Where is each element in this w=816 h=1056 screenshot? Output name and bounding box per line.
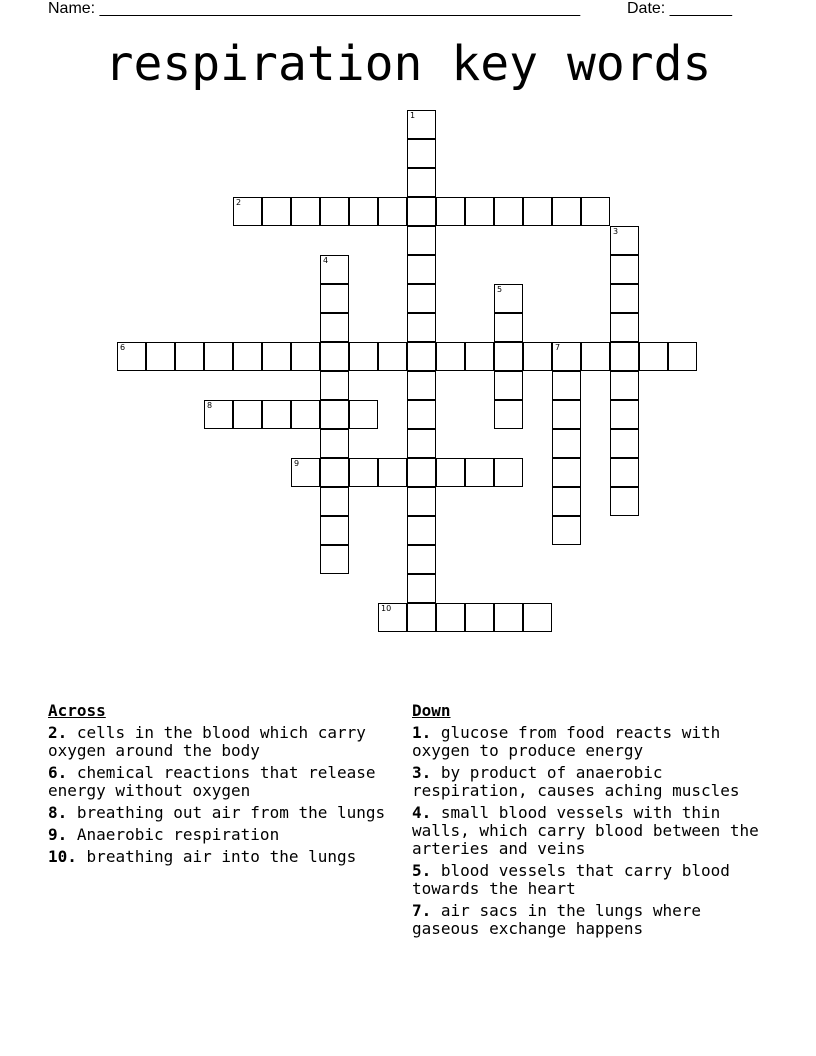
grid-cell[interactable] (407, 255, 436, 284)
grid-cell[interactable] (610, 255, 639, 284)
grid-cell[interactable] (552, 429, 581, 458)
clue-number: 3 (613, 227, 619, 236)
grid-cell[interactable] (610, 400, 639, 429)
grid-cell[interactable] (291, 400, 320, 429)
date-field-label: Date: _______ (627, 0, 732, 17)
grid-cell[interactable] (407, 168, 436, 197)
grid-cell[interactable] (233, 400, 262, 429)
grid-cell[interactable] (465, 458, 494, 487)
grid-cell[interactable] (320, 516, 349, 545)
grid-cell[interactable] (436, 197, 465, 226)
clue-down-1: 1. glucose from food reacts with oxygen to produce energy (412, 723, 721, 760)
grid-cell[interactable] (378, 342, 407, 371)
grid-cell[interactable] (610, 429, 639, 458)
grid-cell[interactable] (117, 342, 146, 371)
clue-down-7: 7. air sacs in the lungs where gaseous exchange happens (412, 901, 701, 938)
grid-cell[interactable] (407, 400, 436, 429)
grid-cell[interactable] (407, 139, 436, 168)
grid-cell[interactable] (320, 371, 349, 400)
grid-cell[interactable] (407, 545, 436, 574)
grid-cell[interactable] (407, 371, 436, 400)
grid-cell[interactable] (494, 342, 523, 371)
grid-cell[interactable] (610, 313, 639, 342)
grid-cell[interactable] (668, 342, 697, 371)
grid-cell[interactable] (552, 371, 581, 400)
grid-cell[interactable] (436, 342, 465, 371)
grid-cell[interactable] (204, 342, 233, 371)
grid-cell[interactable] (523, 197, 552, 226)
grid-cell[interactable] (465, 342, 494, 371)
clue-number: 2 (236, 198, 242, 207)
grid-cell[interactable] (349, 342, 378, 371)
down-clues (412, 702, 762, 942)
grid-cell[interactable] (262, 197, 291, 226)
grid-cell[interactable] (552, 487, 581, 516)
grid-cell[interactable] (523, 342, 552, 371)
grid-cell[interactable] (320, 342, 349, 371)
grid-cell[interactable] (204, 400, 233, 429)
clue-number: 9 (294, 459, 300, 468)
grid-cell[interactable] (407, 284, 436, 313)
grid-cell[interactable] (581, 342, 610, 371)
grid-cell[interactable] (407, 226, 436, 255)
grid-cell[interactable] (407, 110, 436, 139)
grid-cell[interactable] (407, 574, 436, 603)
grid-cell[interactable] (494, 603, 523, 632)
clue-across-10: 10. breathing air into the lungs (48, 847, 357, 866)
grid-cell[interactable] (320, 400, 349, 429)
clue-number: 6 (120, 343, 126, 352)
grid-cell[interactable] (552, 197, 581, 226)
grid-cell[interactable] (378, 197, 407, 226)
grid-cell[interactable] (320, 255, 349, 284)
grid-cell[interactable] (610, 458, 639, 487)
clue-across-2: 2. cells in the blood which carry oxygen around the body (48, 723, 366, 760)
grid-cell[interactable] (552, 400, 581, 429)
grid-cell[interactable] (320, 545, 349, 574)
clue-number: 5 (497, 285, 503, 294)
clue-down-3: 3. by product of anaerobic respiration, causes aching muscles (412, 763, 740, 800)
clue-across-6: 6. chemical reactions that release energy without oxygen (48, 763, 376, 800)
across-clues (48, 702, 388, 870)
grid-cell[interactable] (407, 603, 436, 632)
grid-cell[interactable] (494, 313, 523, 342)
grid-cell[interactable] (349, 458, 378, 487)
clue-down-4: 4. small blood vessels with thin walls, which carry blood between the arteries and veins (412, 803, 759, 858)
grid-cell[interactable] (465, 603, 494, 632)
clue-number: 10 (381, 604, 392, 613)
grid-cell[interactable] (291, 458, 320, 487)
grid-cell[interactable] (262, 400, 291, 429)
clue-down-5: 5. blood vessels that carry blood towards the heart (412, 861, 730, 898)
grid-cell[interactable] (407, 342, 436, 371)
grid-cell[interactable] (175, 342, 204, 371)
grid-cell[interactable] (320, 284, 349, 313)
puzzle-title: respiration key words (104, 36, 712, 92)
grid-cell[interactable] (407, 458, 436, 487)
across-heading: Across (48, 701, 106, 720)
grid-cell[interactable] (291, 197, 320, 226)
grid-cell[interactable] (610, 226, 639, 255)
grid-cell[interactable] (494, 284, 523, 313)
grid-cell[interactable] (320, 458, 349, 487)
grid-cell[interactable] (639, 342, 668, 371)
grid-cell[interactable] (407, 313, 436, 342)
grid-cell[interactable] (407, 516, 436, 545)
grid-cell[interactable] (610, 342, 639, 371)
grid-cell[interactable] (552, 458, 581, 487)
grid-cell[interactable] (610, 487, 639, 516)
clue-number: 1 (410, 111, 416, 120)
grid-cell[interactable] (262, 342, 291, 371)
grid-cell[interactable] (465, 197, 494, 226)
grid-cell[interactable] (552, 342, 581, 371)
grid-cell[interactable] (494, 371, 523, 400)
clue-across-9: 9. Anaerobic respiration (48, 825, 280, 844)
grid-cell[interactable] (320, 429, 349, 458)
grid-cell[interactable] (494, 458, 523, 487)
grid-cell[interactable] (378, 458, 407, 487)
grid-cell[interactable] (378, 603, 407, 632)
grid-cell[interactable] (436, 603, 465, 632)
clue-number: 4 (323, 256, 329, 265)
grid-cell[interactable] (233, 197, 262, 226)
grid-cell[interactable] (320, 487, 349, 516)
clue-number: 7 (555, 343, 561, 352)
clue-across-8: 8. breathing out air from the lungs (48, 803, 386, 822)
grid-cell[interactable] (436, 458, 465, 487)
name-field-label: Name: ______________________________________________________ (48, 0, 581, 17)
down-heading: Down (412, 701, 451, 720)
grid-cell[interactable] (407, 197, 436, 226)
clue-number: 8 (207, 401, 213, 410)
grid-cell[interactable] (233, 342, 262, 371)
grid-cell[interactable] (320, 197, 349, 226)
grid-cell[interactable] (494, 400, 523, 429)
grid-cell[interactable] (349, 197, 378, 226)
grid-cell[interactable] (349, 400, 378, 429)
grid-cell[interactable] (523, 603, 552, 632)
grid-cell[interactable] (407, 487, 436, 516)
grid-cell[interactable] (320, 313, 349, 342)
grid-cell[interactable] (494, 197, 523, 226)
grid-cell[interactable] (610, 371, 639, 400)
grid-cell[interactable] (581, 197, 610, 226)
grid-cell[interactable] (291, 342, 320, 371)
grid-cell[interactable] (610, 284, 639, 313)
grid-cell[interactable] (407, 429, 436, 458)
grid-cell[interactable] (146, 342, 175, 371)
grid-cell[interactable] (552, 516, 581, 545)
